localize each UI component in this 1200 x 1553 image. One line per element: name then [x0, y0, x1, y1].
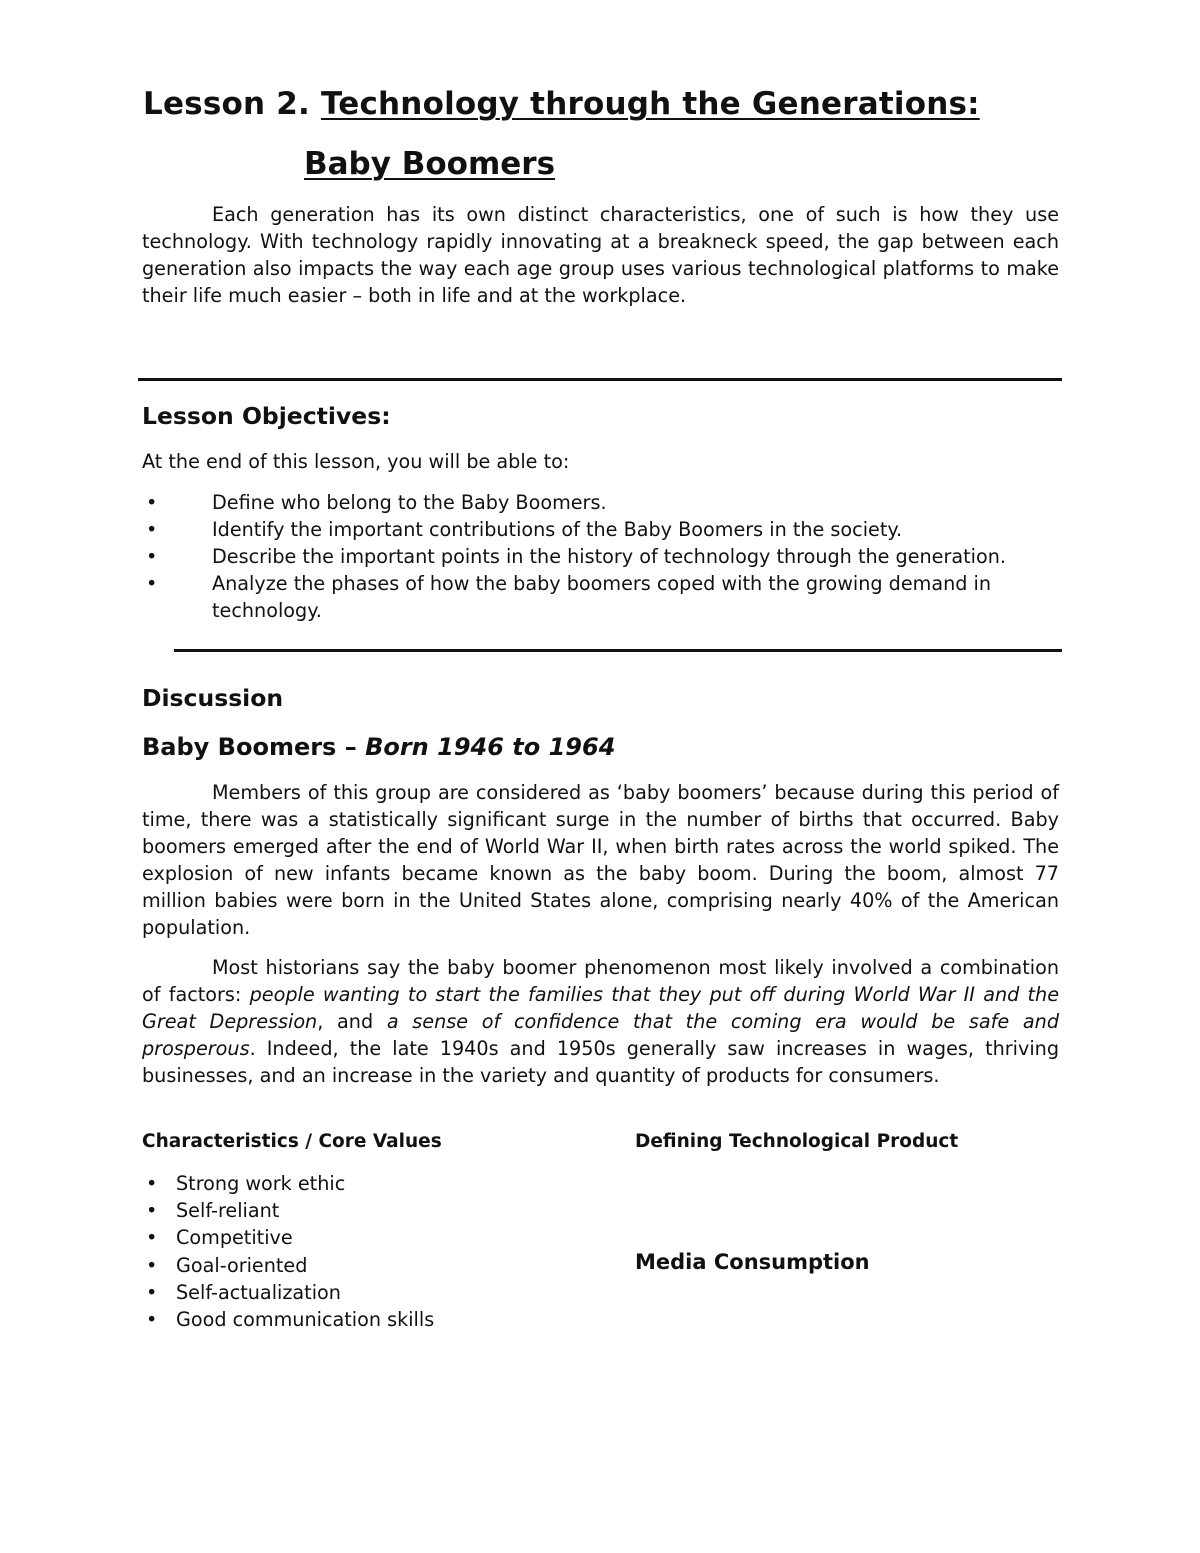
paragraph-text: Most historians say the baby boomer phenomenon most likely involved a combination of factors:	[142, 956, 1059, 1006]
discussion-heading: Discussion	[142, 684, 284, 712]
objectives-lead: At the end of this lesson, you will be able to:	[142, 450, 570, 473]
objective-text: Analyze the phases of how the baby boomers coped with the growing demand in technology.	[212, 571, 992, 622]
characteristics-list	[142, 1170, 602, 1333]
characteristic-text: Competitive	[176, 1226, 293, 1250]
objectives-heading: Lesson Objectives:	[142, 402, 391, 430]
intro-text: Each generation has its own distinct characteristics, one of such is how they use technology. With technology rapidly innovating at a breakneck speed, the gap between each generation also impacts the way each age group uses various technological platforms to make their life much easier – both in life and at the workplace.	[142, 203, 1059, 307]
bullet-icon: •	[146, 1280, 158, 1304]
characteristics-heading: Characteristics / Core Values	[142, 1131, 442, 1152]
discussion-paragraph-1	[142, 780, 1059, 941]
list-item	[142, 1170, 602, 1197]
section-divider	[174, 649, 1062, 652]
list-item	[142, 544, 1072, 571]
bullet-icon: •	[146, 517, 158, 541]
paragraph-text: Members of this group are considered as ‘baby boomers’ because during this period of time, there was a statistically significant surge in the number of births that occurred. Baby boomers emerged after the end of World War II, when birth rates across the world spiked. The explosion of new infants became known as the baby boom. During the boom, almost 77 million babies were born in the United States alone, comprising nearly 40% of the American population.	[142, 781, 1059, 939]
list-item	[142, 517, 1072, 544]
section-born-years: Born 1946 to 1964	[365, 733, 616, 761]
characteristic-text: Good communication skills	[176, 1308, 435, 1332]
bullet-icon: •	[146, 1172, 158, 1195]
product-heading: Defining Technological Product	[635, 1131, 959, 1152]
lesson-subtitle: Baby Boomers	[304, 146, 556, 182]
bullet-icon: •	[146, 1308, 158, 1332]
bullet-icon: •	[146, 544, 158, 568]
characteristic-text: Self-reliant	[176, 1199, 280, 1223]
lesson-title-main: Technology through the Generations:	[321, 86, 980, 122]
list-item	[142, 1279, 602, 1306]
list-item	[142, 571, 1072, 625]
list-item	[142, 490, 1072, 517]
objective-text: Define who belong to the Baby Boomers.	[212, 491, 607, 514]
section-title-text: Baby Boomers –	[142, 733, 366, 761]
list-item	[142, 1224, 602, 1251]
paragraph-text: , and	[317, 1009, 387, 1033]
list-item	[142, 1306, 602, 1333]
bullet-icon: •	[146, 1226, 158, 1250]
section-title	[142, 733, 615, 761]
lesson-number: Lesson 2.	[143, 86, 310, 122]
characteristic-text: Strong work ethic	[176, 1172, 346, 1195]
bullet-icon: •	[146, 1199, 158, 1223]
section-divider	[138, 378, 1062, 381]
list-item	[142, 1252, 602, 1279]
characteristic-text: Goal-oriented	[176, 1253, 308, 1277]
discussion-paragraph-2	[142, 955, 1059, 1090]
bullet-icon: •	[146, 1253, 158, 1277]
media-consumption-heading: Media Consumption	[635, 1250, 870, 1274]
list-item	[142, 1197, 602, 1224]
characteristic-text: Self-actualization	[176, 1280, 341, 1304]
objective-text: Describe the important points in the history of technology through the generation.	[212, 544, 1006, 568]
intro-paragraph	[142, 202, 1059, 310]
bullet-icon: •	[146, 491, 158, 514]
lesson-title	[143, 86, 980, 122]
paragraph-emphasis: a sense of confidence that the coming era would be safe and prosperous	[142, 1009, 1059, 1060]
paragraph-text: . Indeed, the late 1940s and 1950s generally saw increases in wages, thriving businesses, and an increase in the variety and quantity of products for consumers.	[142, 1036, 1059, 1087]
bullet-icon: •	[146, 571, 158, 595]
objectives-list	[142, 490, 1072, 625]
objective-text: Identify the important contributions of the Baby Boomers in the society.	[212, 517, 903, 541]
paragraph-emphasis: people wanting to start the families that they put off during World War II and the Great Depression	[142, 982, 1060, 1033]
